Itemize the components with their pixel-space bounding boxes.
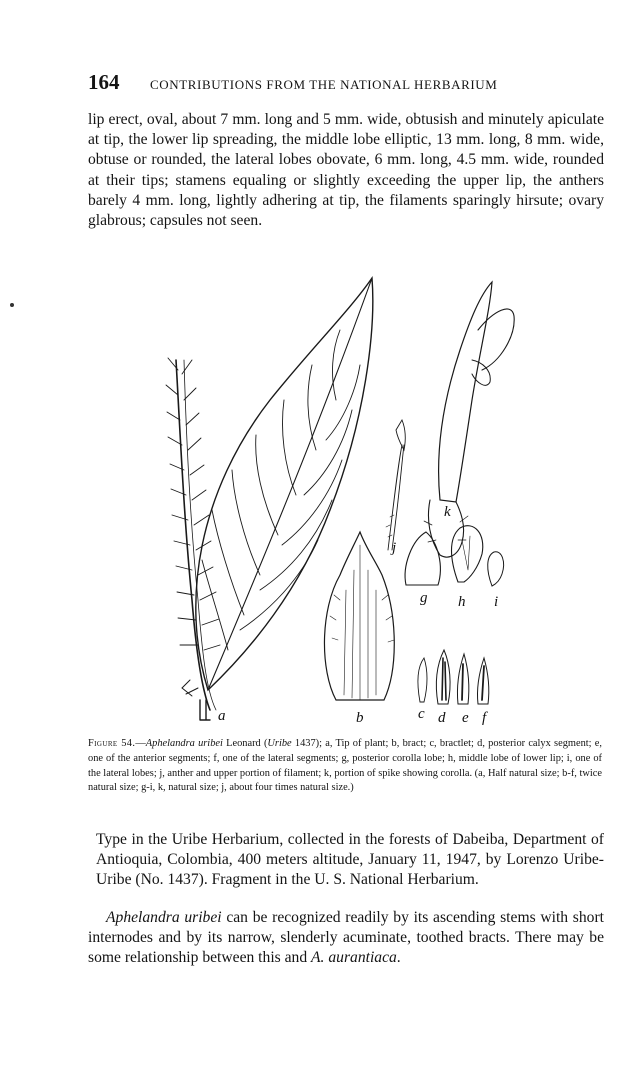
leaf-outline [196, 278, 373, 690]
paragraph-species: Aphelandra uribei [106, 909, 222, 926]
paragraph-end: . [396, 949, 401, 967]
bractlet-c [418, 658, 427, 702]
paragraph-related-species: A. aurantiaca [311, 949, 397, 967]
leaf-veins [202, 330, 360, 650]
figure-label-a: a [218, 708, 226, 724]
figure-label-b: b [356, 710, 364, 726]
spike-k [439, 282, 492, 502]
figure-label-d: d [438, 710, 446, 726]
paragraph-type-locality: Type in the Uribe Herbarium, collected in the forests of Dabeiba, Department of Antioquia, Colombia, 400 meters altitude, January 11, 1947, by Lorenzo Uribe-Uribe (No. 1437). Fragment in the U. S. National Herbarium. [96, 831, 604, 889]
caption-author: Leonard ( [222, 738, 268, 749]
page-number: 164 [88, 70, 120, 94]
figure-label-k: k [444, 504, 451, 520]
lateral-lobe-i [488, 552, 504, 586]
stray-mark [10, 303, 14, 307]
running-title: CONTRIBUTIONS FROM THE NATIONAL HERBARIUM [150, 77, 498, 92]
figure-label-e: e [462, 710, 469, 726]
botanical-drawing [140, 270, 520, 730]
figure-label-c: c [418, 706, 425, 722]
figure-caption: Figure 54.—Aphelandra uribei Leonard (Uribe 1437); a, Tip of plant; b, bract; c, bractlet; d, posterior calyx segment; e, one of the anterior segments; f, one of the lateral segments; g, posterior corolla lobe; h, middle lobe of lower lip; i, one of the lateral lobes; j, anther and upper portion of filament; k, portion of spike showing corolla. (a, Half natural size; b-f, twice natural size; g-i, k, natural size; j, about four times natural size.) [88, 738, 602, 794]
figure-label-i: i [494, 594, 499, 610]
figure-illustration [140, 270, 520, 730]
figure-label-h: h [458, 594, 466, 610]
running-head [88, 70, 608, 100]
paragraph-relationship-text: can be recognized readily by its ascending stems with short internodes and by its narrow, slenderly acuminate, toothed bracts. There may be some relationship between this and [88, 909, 604, 967]
figure-label-f: f [482, 710, 487, 726]
leaf-midrib [208, 278, 372, 690]
figure-label-j: j [392, 540, 397, 556]
figure-label-g: g [420, 590, 428, 606]
caption-species: Aphelandra uribei [145, 738, 223, 749]
bract-b [324, 532, 397, 700]
middle-lobe-h [452, 526, 483, 582]
paragraph-relationship [88, 908, 604, 969]
paragraph-description: lip erect, oval, about 7 mm. long and 5 mm. wide, obtusish and minutely apiculate at tip, the lower lip spreading, the middle lobe elliptic, 13 mm. long, 8 mm. wide, obtuse or rounded, the lateral lobes obovate, 6 mm. long, 4.5 mm. wide, rounded at their tips; stamens equaling or slightly exceeding the upper lip, the anthers barely 4 mm. long, lightly adhering at tip, the filaments sparingly hirsute; ovary glabrous; capsules not seen. [88, 111, 604, 230]
caption-figure-number: Figure 54. [88, 738, 136, 749]
caption-collector: Uribe [267, 738, 292, 749]
caption-text: 1437); a, Tip of plant; b, bract; c, bractlet; d, posterior calyx segment; e, one of the anterior segments; f, one of the lateral segments; g, posterior corolla lobe; h, middle lobe of lower lip; i, one of the lateral lobes; j, anther and upper portion of filament; k, portion of spike showing corolla. (a, Half natural size; b-f, twice natural size; g-i, k, natural size; j, about four times natural size.) [88, 738, 602, 794]
anther-j [388, 445, 404, 550]
